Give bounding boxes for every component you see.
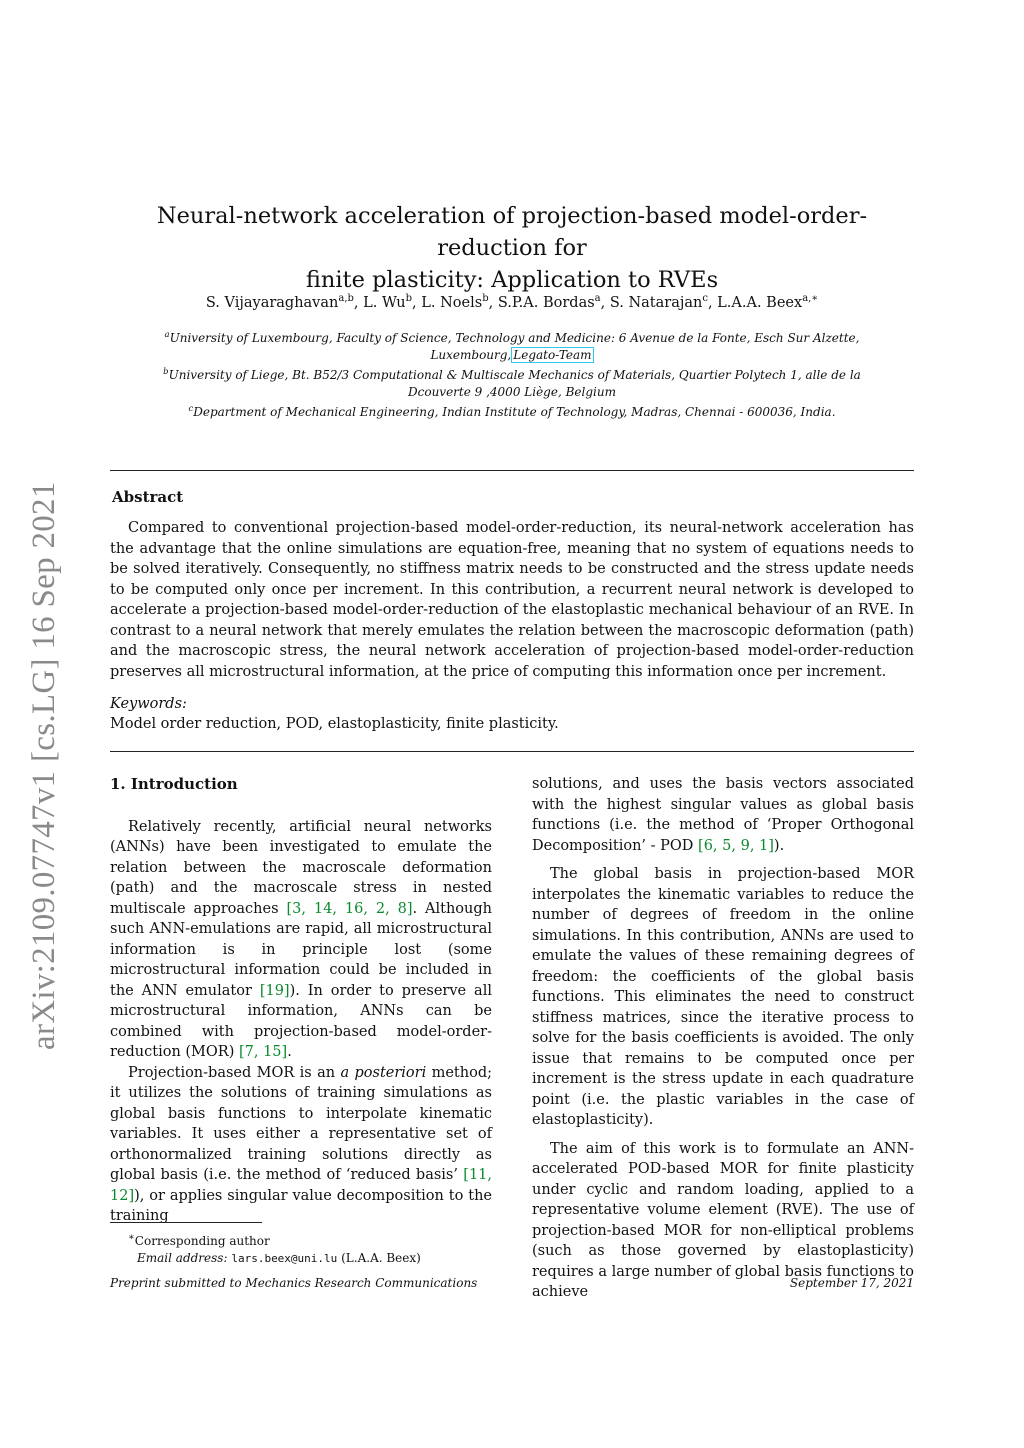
abstract-text: Compared to conventional projection-based model-order-reduction, its neural-network acceleration has the advantage that the online simulations are equation-free, meaning that no system of equations needs to be solved iteratively. Consequently, no stiffness matrix needs to be constructed and the stress update needs to be computed only once per increment. In this contribution, a recurrent neural network is developed to accelerate a projection-based model-order-reduction of the elastoplastic mechanical behaviour of an RVE. In contrast to a neural network that merely emulates the relation between the macroscopic deformation (path) and the macroscopic stress, the neural network acceleration of projection-based model-order-reduction preserves all microstructural information, at the price of computing this information once per increment. — [110, 520, 914, 680]
affiliation-b: $^b$University of Liege, Bt. B52/3 Computational & Multiscale Mechanics of Materials, Quartier Polytech 1, alle de la — [163, 367, 861, 382]
abstract-top-rule — [110, 470, 914, 471]
footnote — [110, 1229, 510, 1267]
keywords-text: Model order reduction, POD, elastoplasticity, finite plasticity. — [110, 716, 559, 732]
email-link[interactable]: lars.beex@uni.lu — [231, 1252, 338, 1265]
author: L. Noels$^b$ — [421, 293, 489, 311]
intro-paragraph-2: Projection-based MOR is an a posteriori method; it utilizes the solutions of training simulations as global basis functions to interpolate kinematic variables. It uses either a representative set of orthonormalized training solutions directly as global basis (i.e. the method of ‘reduced basis’ [11, 12]), or applies singular value decomposition to the training — [110, 1064, 492, 1224]
abstract-heading: Abstract — [112, 488, 184, 506]
author: S. Natarajan$^c$ — [609, 293, 708, 311]
preprint-footer: Preprint submitted to Mechanics Research Communications — [110, 1276, 478, 1290]
intro-paragraph-3: solutions, and uses the basis vectors associated with the highest singular values as global basis functions (i.e. the method of ‘Proper Orthogonal Decomposition’ - POD [6, 5, 9, 1]). — [532, 776, 914, 854]
intro-paragraph-5: The aim of this work is to formulate an ANN-accelerated POD-based MOR for finite plasticity under cyclic and random loading, applied to a representative volume element (RVE). The use of projection-based MOR for non-elliptical problems (such as those governed by elastoplasticity) requires a large number of global basis functions to achieve — [532, 1140, 914, 1300]
author: S. Vijayaraghavan$^{a,b}$ — [205, 293, 354, 311]
affiliation-b-cont: Dcouverte 9 ,4000 Liège, Belgium — [408, 385, 616, 399]
footnote-rule — [110, 1222, 262, 1223]
citation-link[interactable]: [7, 15] — [238, 1044, 288, 1060]
affiliation-c: $^c$Department of Mechanical Engineering, Indian Institute of Technology, Madras, Chennai - 600036, India. — [188, 404, 836, 419]
keywords-label: Keywords: — [110, 696, 187, 712]
citation-link[interactable]: [3, 14, 16, 2, 8] — [286, 900, 413, 917]
right-column — [532, 774, 914, 1303]
citation-link[interactable]: [6, 5, 9, 1] — [698, 837, 774, 854]
author: L. Wu$^b$ — [363, 293, 413, 311]
abstract-bottom-rule — [110, 751, 914, 752]
title-line-2: finite plasticity: Application to RVEs — [305, 267, 719, 293]
citation-link[interactable]: [11, 12] — [110, 1167, 492, 1204]
email-note: Email address: lars.beex@uni.lu (L.A.A. Beex) — [137, 1251, 421, 1265]
affiliation-a: $^a$University of Luxembourg, Faculty of Science, Technology and Medicine: 6 Avenue de la Fonte, Esch Sur Alzette, — [164, 330, 860, 345]
date-footer: September 17, 2021 — [789, 1276, 914, 1290]
legato-team-link[interactable]: Legato-Team — [513, 348, 592, 362]
intro-paragraph-4: The global basis in projection-based MOR interpolates the kinematic variables to reduce the number of degrees of freedom in the online simulations. In this contribution, ANNs are used to emulate the values of these remaining degrees of freedom: the coefficients of the global basis functions. This eliminates the need to construct stiffness matrices, since the iterative process to solve for the basis coefficients is avoided. The only issue that remains to be computed once per increment is the stress update in each quadrature point (i.e. the plastic variables in the case of elastoplasticity). — [532, 866, 914, 1128]
paper-title — [110, 200, 914, 296]
arxiv-identifier-sidebar: arXiv:2109.07747v1 [cs.LG] 16 Sep 2021 — [26, 481, 62, 1050]
author: L.A.A. Beex$^{a,∗}$ — [717, 293, 819, 311]
left-column — [110, 774, 492, 1227]
author: S.P.A. Bordas$^a$ — [497, 293, 601, 311]
affiliation-a-cont: Luxembourg, Legato-Team — [430, 348, 592, 362]
title-line-1: Neural-network acceleration of projection-based model-order-reduction for — [156, 203, 868, 261]
intro-paragraph-1: Relatively recently, artificial neural networks (ANNs) have been investigated to emulate the relation between the macroscale deformation (path) and the macroscale stress in nested multiscale approaches [3, 14, 16, 2, 8]. Although such ANN-emulations are rapid, all microstructural information is in principle lost (some microstructural information could be included in the ANN emulator [19]). In order to preserve all microstructural information, ANNs can be combined with projection-based model-order-reduction (MOR) [7, 15]. — [110, 818, 492, 1060]
section-heading-introduction: 1. Introduction — [110, 775, 238, 793]
author-list: S. Vijayaraghavan$^{a,b}$, L. Wu$^b$, L. Noels$^b$, S.P.A. Bordas$^a$, S. Natarajan$^c$, L.A.A. Beex$^{a,∗}$ — [205, 293, 819, 311]
corresponding-author-note: ∗Corresponding author — [128, 1232, 270, 1248]
affiliations — [125, 327, 899, 421]
citation-link[interactable]: [19] — [259, 982, 290, 999]
